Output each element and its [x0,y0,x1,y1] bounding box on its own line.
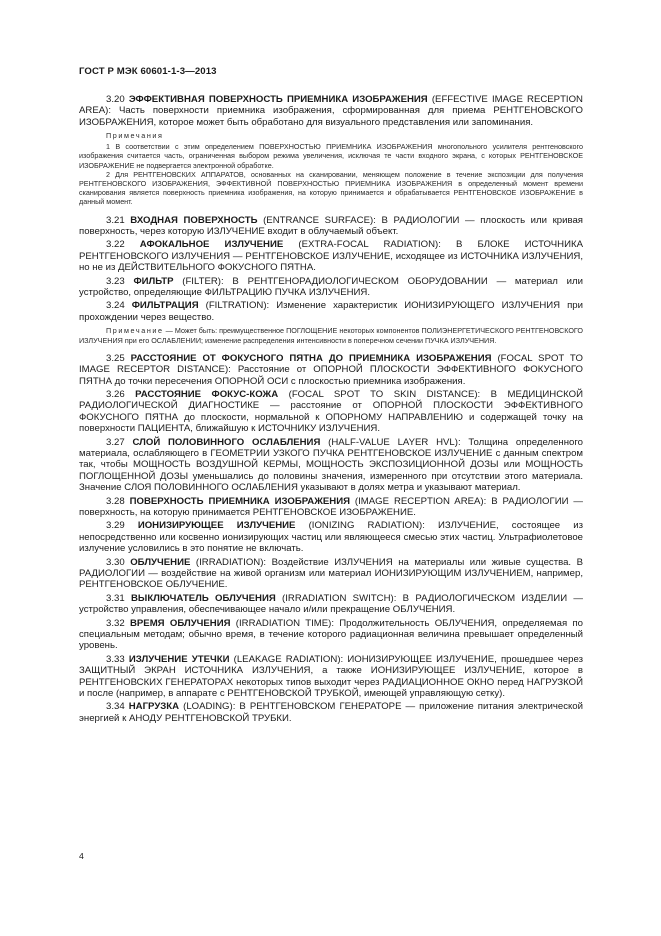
term-number: 3.29 [106,520,125,532]
document-header: ГОСТ Р МЭК 60601-1-3—2013 [79,66,217,77]
term-title: ФИЛЬТР [133,275,174,287]
term-number: 3.24 [106,300,125,312]
term-definition: (EFFECTIVE IMAGE RECEPTION AREA): Часть поверхности приемника изображения, сформированная для приема РЕНТГЕНОВСКОГО ИЗОБРАЖЕНИЯ, которое может быть обработано для визуального представления или запоминания. [79,94,583,128]
term-3-26 [79,389,583,435]
term-3-27 [79,437,583,494]
term-number: 3.30 [106,556,125,568]
term-definition: (ENTRANCE SURFACE): В РАДИОЛОГИИ — плоскость или кривая поверхность, через которую ИЗЛУЧЕНИЕ входит в облучаемый объект. [79,214,583,238]
term-definition: (LOADING): В РЕНТГЕНОВСКОМ ГЕНЕРАТОРЕ — приложение питания электрической энергией к АНОДУ РЕНТГЕНОВСКОЙ ТРУБКИ. [79,701,583,724]
term-3-34 [79,701,583,724]
term-definition: (IONIZING RADIATION): ИЗЛУЧЕНИЕ, состоящее из непосредственно или косвенно ионизирующих частиц или являющееся смесью этих частиц. Ультрафиолетовое излучение условились в это понятие не включать. [79,520,583,555]
page-number: 4 [79,851,84,861]
term-definition: (FILTRATION): Изменение характеристик ИОНИЗИРУЮЩЕГО ИЗЛУЧЕНИЯ при прохождении через вещество. [79,300,583,323]
term-3-25 [79,353,583,387]
term-number: 3.31 [106,592,125,604]
term-title: ПОВЕРХНОСТЬ ПРИЕМНИКА ИЗОБРАЖЕНИЯ [129,495,350,507]
term-number: 3.27 [106,436,125,448]
term-title: ВХОДНАЯ ПОВЕРХНОСТЬ [130,214,258,226]
term-definition: (FOCAL SPOT TO IMAGE RECEPTOR DISTANCE): Расстояние от ОПОРНОЙ ПЛОСКОСТИ ЭФФЕКТИВНОГО ФОКУСНОГО ПЯТНА до точки пересечения ОПОРНОЙ ОСИ с плоскостью приемника изображения. [79,352,584,387]
notes-heading: Примечания [106,131,164,141]
note-label: Примечание [106,326,164,336]
term-title: ФИЛЬТРАЦИЯ [131,300,199,312]
term-definition: (IRRADIATION): Воздействие ИЗЛУЧЕНИЯ на материалы или живые существа. В РАДИОЛОГИИ — воздействие на живой организм или материал ИОНИЗИРУЮЩИМ ИЗЛУЧЕНИЕМ, например, РЕНТГЕНОВСКОЕ ОБЛУЧЕНИЕ. [79,556,583,591]
term-definition: (EXTRA-FOCAL RADIATION): В БЛОКЕ ИСТОЧНИКА РЕНТГЕНОВСКОГО ИЗЛУЧЕНИЯ — РЕНТГЕНОВСКОЕ ИЗЛУЧЕНИЕ, исходящее из ИСТОЧНИКА ИЗЛУЧЕНИЯ, но не из ДЕЙСТВИТЕЛЬНОГО ФОКУСНОГО ПЯТНА. [79,239,583,274]
term-3-24 [79,300,583,323]
term-3-20 [79,94,583,128]
term-title: ИЗЛУЧЕНИЕ УТЕЧКИ [128,653,230,665]
term-3-22 [79,239,583,273]
term-definition: (IMAGE RECEPTION AREA): В РАДИОЛОГИИ — поверхность, на которую принимается РЕНТГЕНОВСКОЕ ИЗОБРАЖЕНИЕ. [79,495,583,518]
note-text: — Может быть: преимущественное ПОГЛОЩЕНИЕ некоторых компонентов ПОЛИЭНЕРГЕТИЧЕСКОГО РЕНТГЕНОВСКОГО ИЗЛУЧЕНИЯ при его ОСЛАБЛЕНИИ; изменение распределения интенсивности в поперечном сечении ПУЧКА ИЗЛУЧЕНИЯ. [79,326,583,345]
document-body [79,94,583,726]
term-number: 3.23 [106,275,125,287]
term-number: 3.21 [106,214,125,226]
term-number: 3.25 [106,352,125,364]
term-title: НАГРУЗКА [128,701,180,713]
term-title: АФОКАЛЬНОЕ ИЗЛУЧЕНИЕ [139,239,284,251]
term-title: РАССТОЯНИЕ ОТ ФОКУСНОГО ПЯТНА ДО ПРИЕМНИКА ИЗОБРАЖЕНИЯ [130,352,492,364]
term-number: 3.34 [106,701,125,713]
note-item-1: 1 В соответствии с этим определением ПОВЕРХНОСТЬЮ ПРИЕМНИКА ИЗОБРАЖЕНИЯ многопольного усилителя рентгеновского изображения считается часть, ограниченная выбором режима увеличения, исключая те части входного экрана, с которых РЕНТГЕНОВСКОЕ ИЗОБРАЖЕНИЕ не подвергается электронной обработке. [79,142,583,170]
term-3-33 [79,654,583,700]
term-title: ОБЛУЧЕНИЕ [130,556,191,568]
term-3-30 [79,557,583,591]
term-3-21 [79,215,583,238]
term-title: ИОНИЗИРУЮЩЕЕ ИЗЛУЧЕНИЕ [137,520,296,532]
term-3-29 [79,520,583,554]
term-definition: (LEAKAGE RADIATION): ИОНИЗИРУЮЩЕЕ ИЗЛУЧЕНИЕ, прошедшее через ЗАЩИТНЫЙ ЭКРАН ИСТОЧНИКА ИЗЛУЧЕНИЯ, а также ИОНИЗИРУЮЩЕЕ ИЗЛУЧЕНИЕ, которое в РЕНТГЕНОВСКИХ ГЕНЕРАТОРАХ некоторых типов выходит через РАДИАЦИОННОЕ ОКНО перед НАГРУЗКОЙ и после (например, в аппарате с РЕНТГЕНОВСКОЙ ТРУБКОЙ, имеющей управляющую сетку). [79,653,583,700]
term-definition: (HALF-VALUE LAYER HVL): Толщина определенного материала, ослабляющего в ГЕОМЕТРИИ УЗКОГО ПУЧКА РЕНТГЕНОВСКОЕ ИЗЛУЧЕНИЕ с данным спектром так, чтобы МОЩНОСТЬ ВОЗДУШНОЙ КЕРМЫ, МОЩНОСТЬ ЭКСПОЗИЦИОННОЙ ДОЗЫ или МОЩНОСТЬ ПОГЛОЩЕННОЙ ДОЗЫ уменьшались до половины значения, измеренного при отсутствии этого материала. Значение СЛОЯ ПОЛОВИННОГО ОСЛАБЛЕНИЯ указывают в долях метра и указывают материал. [79,436,583,494]
term-number: 3.33 [106,653,125,665]
term-3-23 [79,276,583,299]
term-number: 3.22 [106,239,125,251]
term-3-31 [79,593,583,616]
term-title: ВЫКЛЮЧАТЕЛЬ ОБЛУЧЕНИЯ [131,592,276,604]
term-3-32 [79,618,583,652]
term-definition: (IRRADIATION TIME): Продолжительность ОБЛУЧЕНИЯ, определяемая по специальным методам; обычно время, в течение которого радиационная величина превышает определенный уровень. [79,617,583,652]
term-title: СЛОЙ ПОЛОВИННОГО ОСЛАБЛЕНИЯ [132,436,321,448]
term-title: ВРЕМЯ ОБЛУЧЕНИЯ [129,617,231,629]
term-number: 3.32 [106,617,125,629]
term-number: 3.20 [106,94,125,105]
term-definition: (FILTER): В РЕНТГЕНОРАДИОЛОГИЧЕСКОМ ОБОРУДОВАНИИ — материал или устройство, определяющие ФИЛЬТРАЦИЮ ПУЧКА ИЗЛУЧЕНИЯ. [79,275,583,299]
term-number: 3.28 [106,495,125,507]
term-title: ЭФФЕКТИВНАЯ ПОВЕРХНОСТЬ ПРИЕМНИКА ИЗОБРАЖЕНИЯ [128,94,428,105]
term-3-28 [79,496,583,519]
term-title: РАССТОЯНИЕ ФОКУС-КОЖА [135,388,279,400]
note-3-24 [79,326,583,344]
note-item-2: 2 Для РЕНТГЕНОВСКИХ АППАРАТОВ, основанных на сканировании, меняющем положение в течение экспозиции для получения РЕНТГЕНОВСКОГО ИЗОБРАЖЕНИЯ, ЭФФЕКТИВНОЙ ПОВЕРХНОСТЬЮ ПРИЕМНИКА ИЗОБРАЖЕНИЯ в определенный момент времени сканирования является поверхность приемника изображения, на которую принимается и обрабатывается РЕНТГЕНОВСКОЕ ИЗОБРАЖЕНИЕ в данный момент. [79,169,583,207]
term-number: 3.26 [106,388,125,400]
term-definition: (FOCAL SPOT TO SKIN DISTANCE): В МЕДИЦИНСКОЙ РАДИОЛОГИЧЕСКОЙ ДИАГНОСТИКЕ — расстояние от ОПОРНОЙ ПЛОСКОСТИ ЭФФЕКТИВНОГО ФОКУСНОГО ПЯТНА до плоскости, нормальной к ОПОРНОМУ НАПРАВЛЕНИЮ и содержащей точку на поверхности ПАЦИЕНТА, ближайшую к ИСТОЧНИКУ ИЗЛУЧЕНИЯ. [79,388,583,435]
term-definition: (IRRADIATION SWITCH): В РАДИОЛОГИЧЕСКОМ ИЗДЕЛИИ — устройство управления, обеспечивающее начало и/или прекращение ОБЛУЧЕНИЯ. [79,592,583,616]
